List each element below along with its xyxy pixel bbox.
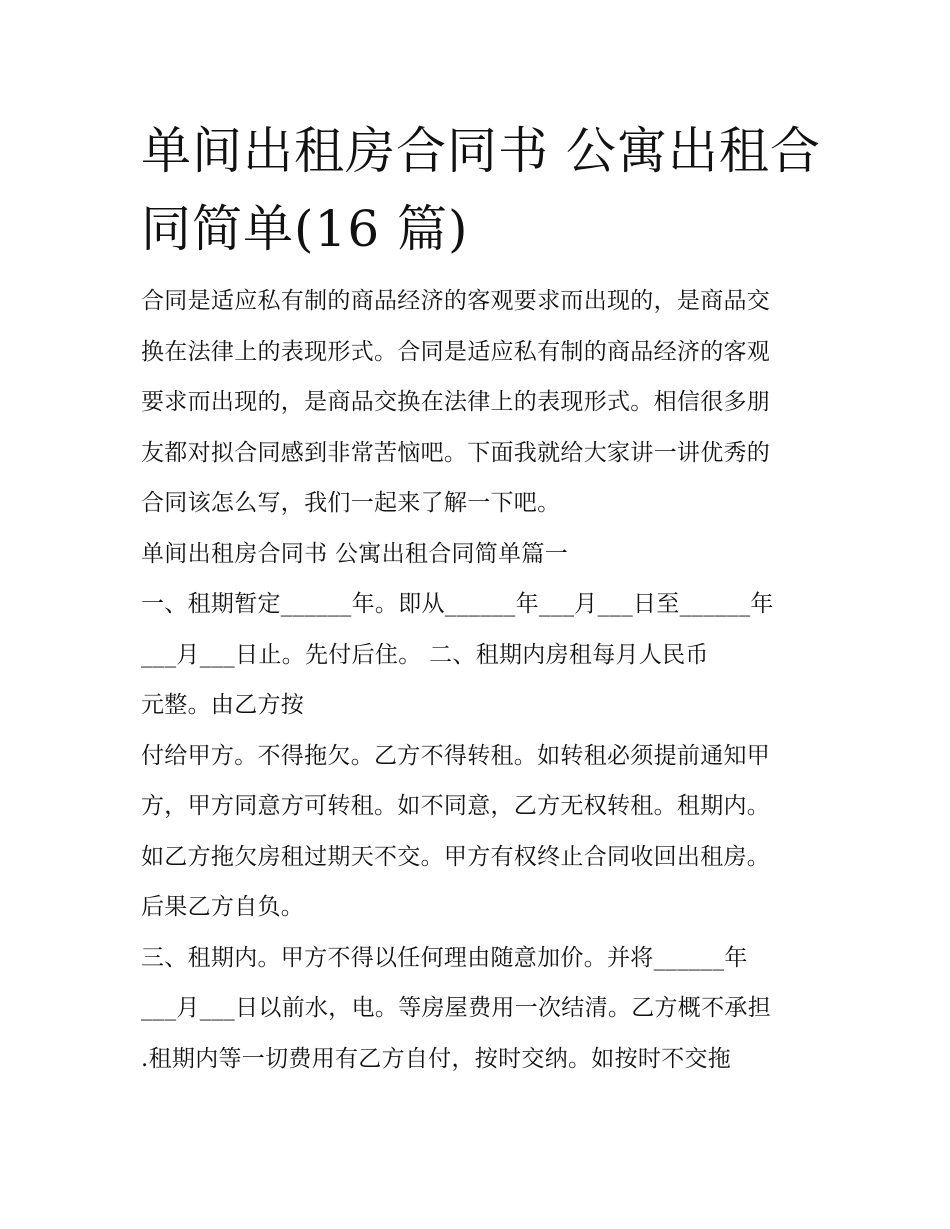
body-line: 付给甲方。不得拖欠。乙方不得转租。如转租必须提前通知甲 [141,742,771,769]
body-line: 如乙方拖欠房租过期天不交。甲方有权终止合同收回出租房。 [141,843,771,870]
body-line: 换在法律上的表现形式。合同是适应私有制的商品经济的客观 [141,338,771,365]
section-heading: 单间出租房合同书 公寓出租合同简单篇一 [141,540,569,567]
body-line: .租期内等一切费用有乙方自付，按时交纳。如按时不交拖 [141,1045,732,1072]
body-line: 元整。由乙方按 [141,692,305,718]
body-line: ___月___日以前水，电。等房屋费用一次结清。乙方概不承担 [141,995,771,1021]
body-line: 一、租期暂定______年。即从______年___月___日至______年 [141,591,774,617]
document-body [141,276,831,1084]
title-line: 同简单(16 篇) [141,200,469,258]
body-line: 三、租期内。甲方不得以任何理由随意加价。并将______年 [141,944,748,971]
body-line: 要求而出现的，是商品交换在法律上的表现形式。相信很多朋 [141,389,771,415]
title-line: 单间出租房合同书 公寓出租合 [141,122,821,180]
body-line: 合同是适应私有制的商品经济的客观要求而出现的，是商品交 [141,288,771,314]
body-line: 友都对拟合同感到非常苦恼吧。下面我就给大家讲一讲优秀的 [141,439,771,466]
document-title [141,112,831,268]
body-line: 后果乙方自负。 [141,894,305,920]
body-line: 合同该怎么写，我们一起来了解一下吧。 [141,490,561,516]
body-line: ___月___日止。先付后住。 二、租期内房租每月人民币 [141,641,709,668]
body-line: 方，甲方同意方可转租。如不同意，乙方无权转租。租期内。 [141,793,771,819]
